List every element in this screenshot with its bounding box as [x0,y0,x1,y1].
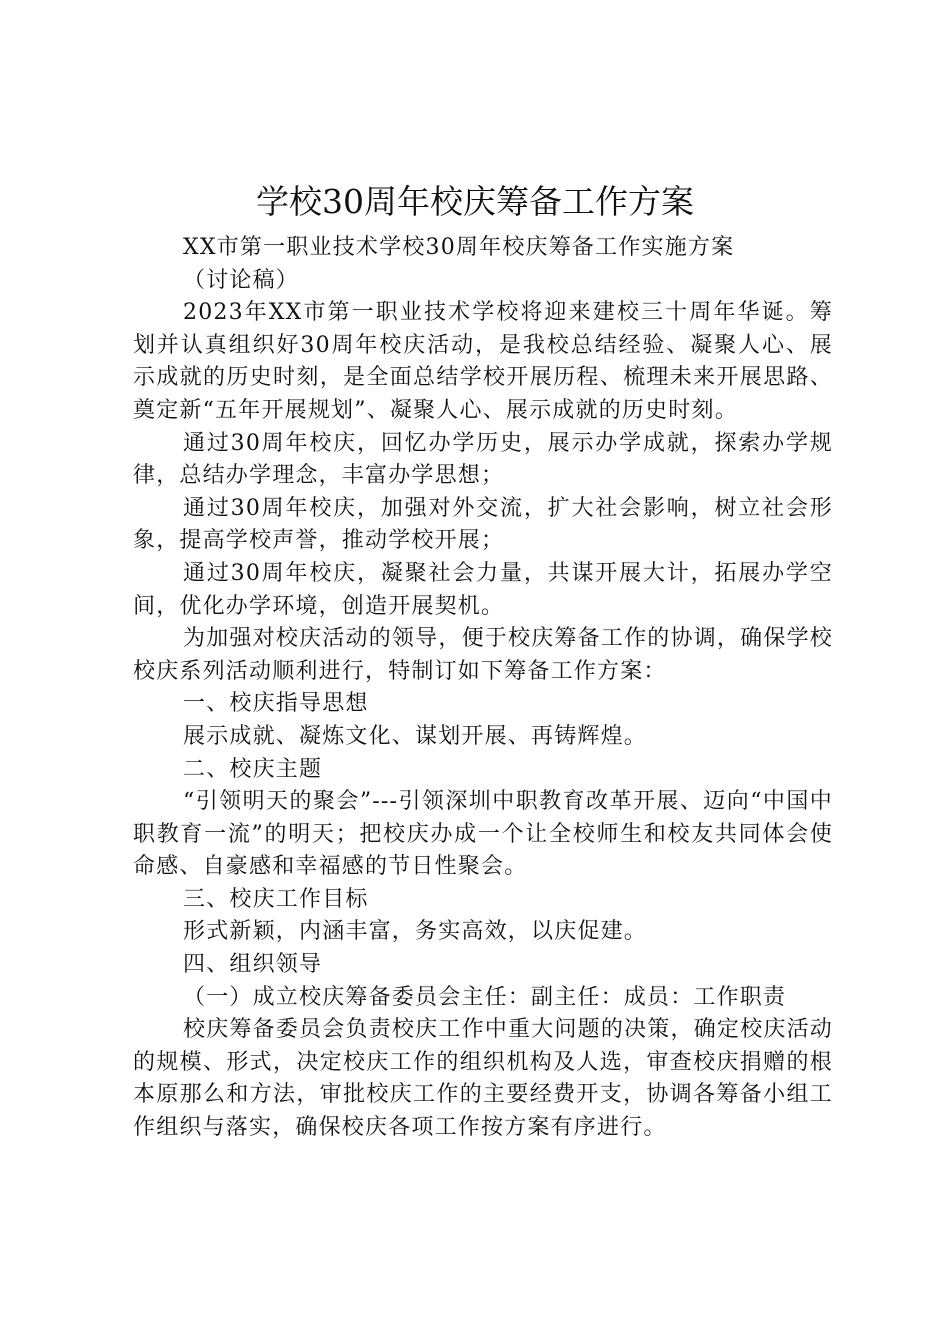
document-body [133,232,833,1145]
document-title: 学校30周年校庆筹备工作方案 [256,182,694,221]
paragraph-purpose-2: 通过30周年校庆，加强对外交流，扩大社会影响，树立社会形象，提高学校声誉，推动学校开展； [133,495,833,554]
section-heading-1: 一、校庆指导思想 [183,691,369,717]
subsection-heading-4-1: （一）成立校庆筹备委员会主任：副主任：成员：工作职责 [183,984,787,1010]
section-heading-2: 二、校庆主题 [183,756,323,782]
section-text-4: 校庆筹备委员会负责校庆工作中重大问题的决策，确定校庆活动的规模、形式，决定校庆工作的组织机构及人选，审查校庆捐赠的根本原那么和方法，审批校庆工作的主要经费开支，协调各筹备小组工作组织与落实，确保校庆各项工作按方案有序进行。 [133,1017,833,1141]
paragraph-purpose-1: 通过30周年校庆，回忆办学历史，展示办学成就，探索办学规律，总结办学理念，丰富办学思想； [133,430,833,489]
section-text-1: 展示成就、凝炼文化、谋划开展、再铸辉煌。 [183,723,648,749]
subtitle: XX市第一职业技术学校30周年校庆筹备工作实施方案 [183,235,735,260]
paragraph-purpose-3: 通过30周年校庆，凝聚社会力量，共谋开展大计，拓展办学空间，优化办学环境，创造开展契机。 [133,560,833,619]
section-text-2: “引领明天的聚会”---引领深圳中职教育改革开展、迈向“中国中职教育一流”的明天；把校庆办成一个让全校师生和校友共同体会使命感、自豪感和幸福感的节日性聚会。 [133,789,833,880]
draft-note: （讨论稿） [183,267,300,293]
section-text-3: 形式新颖，内涵丰富，务实高效，以庆促建。 [183,919,648,945]
paragraph-intro: 2023年XX市第一职业技术学校将迎来建校三十周年华诞。筹划并认真组织好30周年校庆活动，是我校总结经验、凝聚人心、展示成就的历史时刻，是全面总结学校开展历程、梳理未来开展思路、奠定新“五年开展规划”、凝聚人心、展示成就的历史时刻。 [133,300,833,423]
paragraph-plan-intro: 为加强对校庆活动的领导，便于校庆筹备工作的协调，确保学校校庆系列活动顺利进行，特制订如下筹备工作方案： [133,626,833,684]
section-heading-3: 三、校庆工作目标 [183,886,369,912]
section-heading-4: 四、组织领导 [183,952,323,978]
